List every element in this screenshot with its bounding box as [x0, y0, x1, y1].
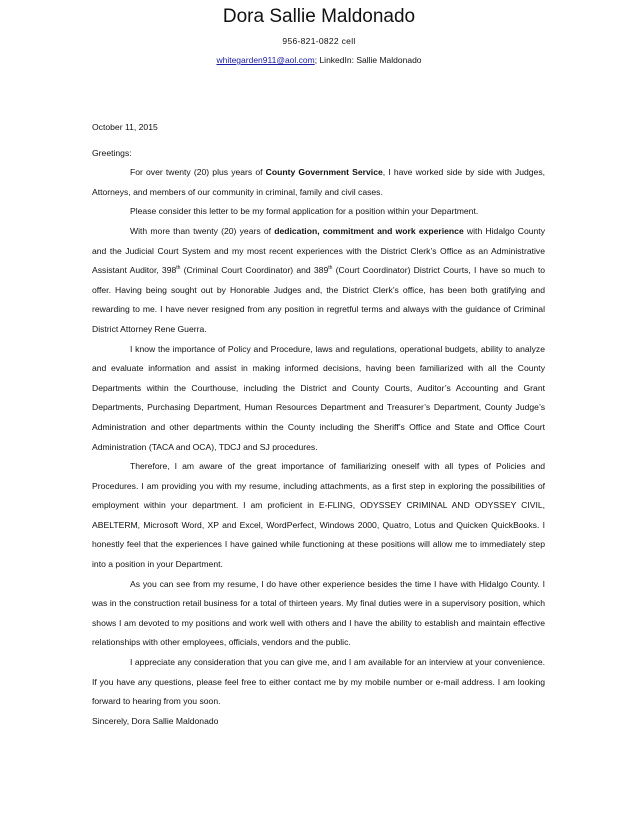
paragraph-1	[92, 163, 545, 202]
contact-line	[0, 55, 638, 65]
p3-sup-2: th	[328, 265, 333, 272]
p3-sup-1: th	[176, 265, 181, 272]
paragraph-7: I appreciate any consideration that you can give me, and I am available for an interview at your convenience. If you have any questions, please feel free to either contact me by my mobile number or e-mail address. I am looking forward to hearing from you soon.	[92, 657, 545, 707]
p3-bold: dedication, commitment and work experience	[274, 225, 464, 236]
letter-closing: Sincerely, Dora Sallie Maldonado	[92, 715, 219, 726]
p3-post: (Court Coordinator) District Courts, I have so much to offer. Having being sought out by Honorable Judges and, the District Clerk’s office, has been both gratifying and rewarding to me. I have never resigned from any position in regretful terms and always with the guidance of Criminal District Attorney Rene Guerra.	[92, 265, 545, 334]
paragraph-2: Please consider this letter to be my formal application for a position within your Department.	[130, 206, 479, 217]
paragraph-6: As you can see from my resume, I do have other experience besides the time I have with Hidalgo County. I was in the construction retail business for a total of thirteen years. My final duties were in a supervisory position, which shows I am devoted to my positions and work well with others and I have the ability to establish and maintain effective relationships with other employees, officials, vendors and the public.	[92, 578, 545, 648]
paragraph-4: I know the importance of Policy and Procedure, laws and regulations, operational budgets, ability to analyze and evaluate information and assist in making informed decisions, having been familiarized with all the County Departments within the Courthouse, including the District and County Courts, Auditor’s Accounting and Grant Departments, Purchasing Department, Human Resources Department and Treasurer’s Department, County Judge’s Administration and other departments within the County including the Sheriff’s Office and State and Office Court Administration (TACA and OCA), TDCJ and SJ procedures.	[92, 343, 545, 452]
email-link[interactable]: whitegarden911@aol.com	[216, 55, 315, 65]
p1-post: , I have worked side by side with Judges, Attorneys, and members of our community in criminal, family and civil cases.	[92, 167, 546, 197]
phone-number: 956-821-0822 cell	[282, 36, 356, 46]
linkedin-text: ; LinkedIn: Sallie Maldonado	[314, 55, 422, 65]
p3-mid: with Hidalgo County and the Judicial Court System and my most recent experiences with the District Clerk’s Office as an Administrative Assistant Auditor, 398	[92, 225, 545, 276]
p1-pre: For over twenty (20) plus years of	[130, 167, 266, 178]
paragraph-3	[92, 222, 545, 340]
sender-name: Dora Sallie Maldonado	[222, 6, 416, 27]
p1-bold: County Government Service	[265, 167, 383, 178]
p3-mid-2: (Criminal Court Coordinator) and 389	[180, 265, 329, 276]
paragraph-5: Therefore, I am aware of the great importance of familiarizing oneself with all types of Policies and Procedures. I am providing you with my resume, including attachments, as a first step in exploring the possibilities of employment within your department. I am proficient in E-FLING, ODYSSEY CRIMINAL AND ODYSSEY CIVIL, ABELTERM, Microsoft Word, XP and Excel, WordPerfect, Windows 2000, Quatro, Lotus and Quicken QuickBooks. I honestly feel that the experiences I have gained while functioning at these positions will allow me to immediately step into a position in your Department.	[92, 461, 545, 570]
letter-date: October 11, 2015	[92, 122, 158, 132]
letter-body	[92, 118, 545, 731]
letter-greeting: Greetings:	[92, 147, 132, 158]
p3-pre: With more than twenty (20) years of	[130, 225, 275, 236]
